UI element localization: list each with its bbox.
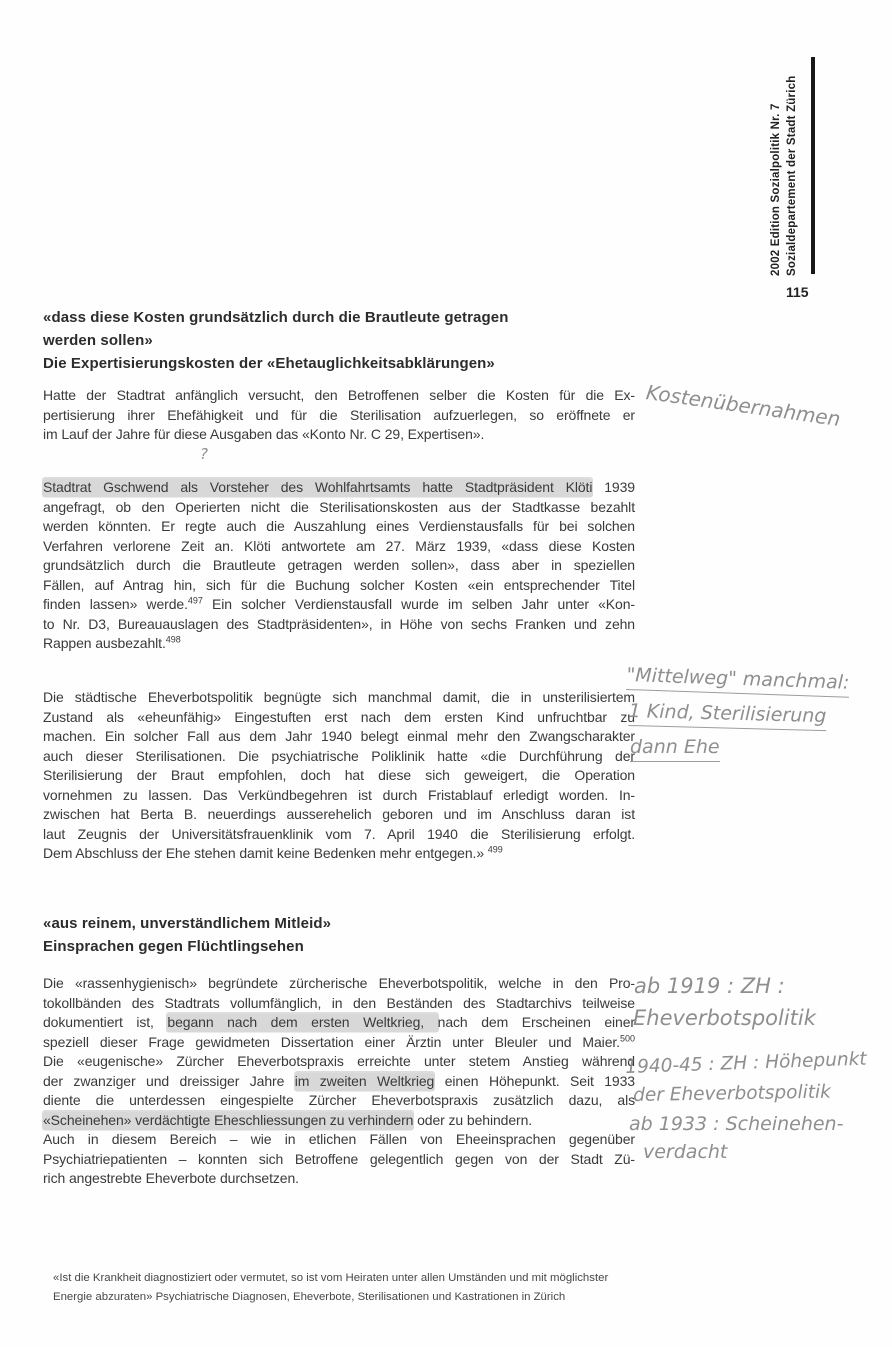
margin-note-mittelweg-line3: dann Ehe	[630, 736, 720, 762]
section1-title	[43, 306, 635, 375]
footer-line2: Energie abzuraten» Psychiatrische Diagnosen, Eheverbote, Sterilisationen und Kastrationen in Zürich	[53, 1290, 566, 1303]
paragraph-1	[43, 386, 635, 445]
section1-title-line2: werden sollen»	[43, 332, 153, 349]
text-line: diente die unterdessen eingespielte Zürcher Eheverbotspraxis zusätzlich dazu, als	[43, 1092, 635, 1108]
margin-note-mittelweg-line2: 1 Kind, Sterilisierung	[628, 700, 826, 731]
text-line: im Lauf der Jahre für diese Ausgaben das «Konto Nr. C 29, Expertisen».	[43, 426, 485, 442]
highlight-span: begann nach dem ersten Weltkrieg,	[167, 1014, 438, 1030]
margin-note-1940-45-line2: der Eheverbotspolitik	[633, 1081, 832, 1106]
text-line: Zustand als «eheunfähig» Eingestuften erst nach dem ersten Kind unfruchtbar zu	[43, 708, 635, 725]
handwritten-question-mark: ?	[200, 445, 208, 463]
text-line	[43, 1111, 635, 1131]
text-line: tokollbänden des Stadtrats vollumfänglich, in den Beständen des Stadtarchivs teilweise	[43, 994, 635, 1011]
text-line: grundsätzlich durch die Brautleute getragen werden sollen», dass aber in speziellen	[43, 557, 635, 573]
margin-note-ab1919-line2: Eheverbotspolitik	[633, 1006, 816, 1030]
margin-note-ab1919-line1: ab 1919 : ZH :	[634, 974, 785, 998]
text-span: dokumentiert ist,	[43, 1014, 168, 1030]
footnote-ref-497: 497	[187, 595, 203, 606]
section1-title-line1: «dass diese Kosten grundsätzlich durch die Brautleute getragen	[43, 309, 509, 326]
footnote-ref-498: 498	[165, 634, 181, 645]
text-span: Ein solcher Verdienstausfall wurde im selben Jahr unter «Kon-	[202, 596, 635, 612]
edition-caption-line2: Sozialdepartement der Stadt Zürich	[786, 75, 798, 276]
text-line: Die «eugenische» Zürcher Eheverbotspraxis erreichte unter stetem Anstieg während	[43, 1053, 635, 1069]
text-span: speziell dieser Frage gewidmeten Dissertation einer Ärztin unter Bleuler und Maier.	[43, 1033, 620, 1050]
text-line: rich angestrebte Eheverbote durchsetzen.	[43, 1170, 299, 1186]
text-span: der zwanziger und dreissiger Jahre	[43, 1072, 295, 1089]
text-line: Verfahren verlorene Zeit an. Klöti antwortete am 27. März 1939, «dass diese Kosten	[43, 537, 635, 554]
text-span: oder zu behindern.	[413, 1111, 533, 1128]
section2-title	[43, 912, 635, 958]
edition-rule	[811, 57, 815, 274]
text-span: finden lassen» werde.	[43, 596, 188, 612]
text-line: pertisierung ihrer Ehefähigkeit und für die Sterilisation aufzuerlegen, so eröffnete er	[43, 406, 635, 423]
text-line: Sterilisierung der Braut empfohlen, doch hat diese sich geweigert, die Operation	[43, 767, 635, 783]
edition-caption-line1: 2002 Edition Sozialpolitik Nr. 7	[770, 103, 782, 276]
text-line: Auch in diesem Bereich – wie in etlichen Fällen von Eheeinsprachen gegenüber	[43, 1131, 635, 1147]
text-line: angefragt, ob den Operierten nicht die Sterilisationskosten aus der Stadtkasse bezahlt	[43, 498, 635, 515]
text-span: einen Höhepunkt. Seit 1933	[434, 1072, 635, 1089]
text-line: to Nr. D3, Bureauauslagen des Stadtpräsidenten», in Höhe von sechs Franken und zehn	[43, 615, 635, 632]
section1-title-line3: Die Expertisierungskosten der «Ehetauglichkeitsabklärungen»	[43, 355, 495, 372]
paragraph-3	[43, 688, 635, 864]
text-span: 1939	[592, 479, 635, 495]
text-line: auch dieser Sterilisationen. Die psychiatrische Poliklinik hatte «die Durchführung der	[43, 747, 635, 764]
text-line: laut Zeugnis der Universitätsfrauenklinik vom 7. April 1940 die Sterilisierung erfolgt.	[43, 825, 635, 842]
text-line: Die «rassenhygienisch» begründete zürcherische Eheverbotspolitik, welche in den Pro-	[43, 975, 635, 991]
margin-note-ab1933-line2: verdacht	[643, 1141, 728, 1163]
text-line	[43, 634, 635, 654]
text-line: Psychiatriepatienten – konnten sich Betroffene gelegentlich gegen von der Stadt Zü-	[43, 1150, 635, 1167]
text-line	[43, 1033, 635, 1053]
margin-note-kostenuebernahmen: Kostenübernahmen	[644, 380, 842, 432]
footnote-ref-500: 500	[619, 1032, 635, 1043]
text-line	[43, 595, 635, 615]
paragraph-2	[43, 478, 635, 654]
text-line: vornehmen zu lassen. Das Verkündbegehren ist durch Fristablauf erledigt worden. In-	[43, 786, 635, 803]
page-number: 115	[786, 284, 809, 300]
highlight-span: im zweiten Weltkrieg	[294, 1072, 435, 1089]
text-line: zwischen hat Berta B. neuerdings ausserehelich geboren und im Anschluss daran ist	[43, 806, 635, 822]
text-span: Rappen ausbezahlt.	[43, 635, 166, 651]
text-line: Die städtische Eheverbotspolitik begnügte sich manchmal damit, die in unsterilisiertem	[43, 689, 635, 705]
highlight-span: «Scheinehen» verdächtigte Eheschliessungen zu verhindern	[43, 1111, 414, 1128]
highlight-span: Stadtrat Gschwend als Vorsteher des Wohlfahrtsamts hatte Stadtpräsident Klöti	[43, 479, 593, 495]
paragraph-4	[43, 974, 635, 1189]
footnote-ref-499: 499	[487, 844, 503, 855]
footer-running-title	[53, 1269, 668, 1306]
section2-title-line1: «aus reinem, unverständlichem Mitleid»	[43, 915, 332, 932]
text-line	[43, 1072, 635, 1092]
margin-note-ab1933-line1: ab 1933 : Scheinehen-	[629, 1113, 844, 1135]
text-line	[43, 844, 635, 864]
margin-note-mittelweg-line1: "Mittelweg" manchmal:	[626, 664, 850, 698]
text-line: werden könnten. Er regte auch die Auszahlung eines Verdienstausfalls für bei solchen	[43, 518, 635, 534]
text-line: Fällen, auf Antrag hin, sich für die Buchung solcher Kosten «ein entsprechender Titel	[43, 576, 635, 593]
footer-line1: «Ist die Krankheit diagnostiziert oder vermutet, so ist vom Heiraten unter allen Umständen und mit möglichster	[53, 1272, 609, 1284]
edition-caption	[768, 56, 800, 276]
section2-title-line2: Einsprachen gegen Flüchtlingsehen	[43, 938, 304, 955]
text-span: nach dem Erscheinen einer	[437, 1014, 635, 1030]
text-line: Hatte der Stadtrat anfänglich versucht, den Betroffenen selber die Kosten für die Ex-	[43, 387, 635, 403]
margin-note-1940-45-line1: 1940-45 : ZH : Höhepunkt	[625, 1048, 867, 1078]
text-line	[43, 1013, 635, 1033]
text-line: machen. Ein solcher Fall aus dem Jahr 1940 belegt einmal mehr den Zwangscharakter	[43, 728, 635, 744]
text-span: Dem Abschluss der Ehe stehen damit keine Bedenken mehr entgegen.»	[43, 845, 488, 861]
text-line	[43, 478, 635, 498]
